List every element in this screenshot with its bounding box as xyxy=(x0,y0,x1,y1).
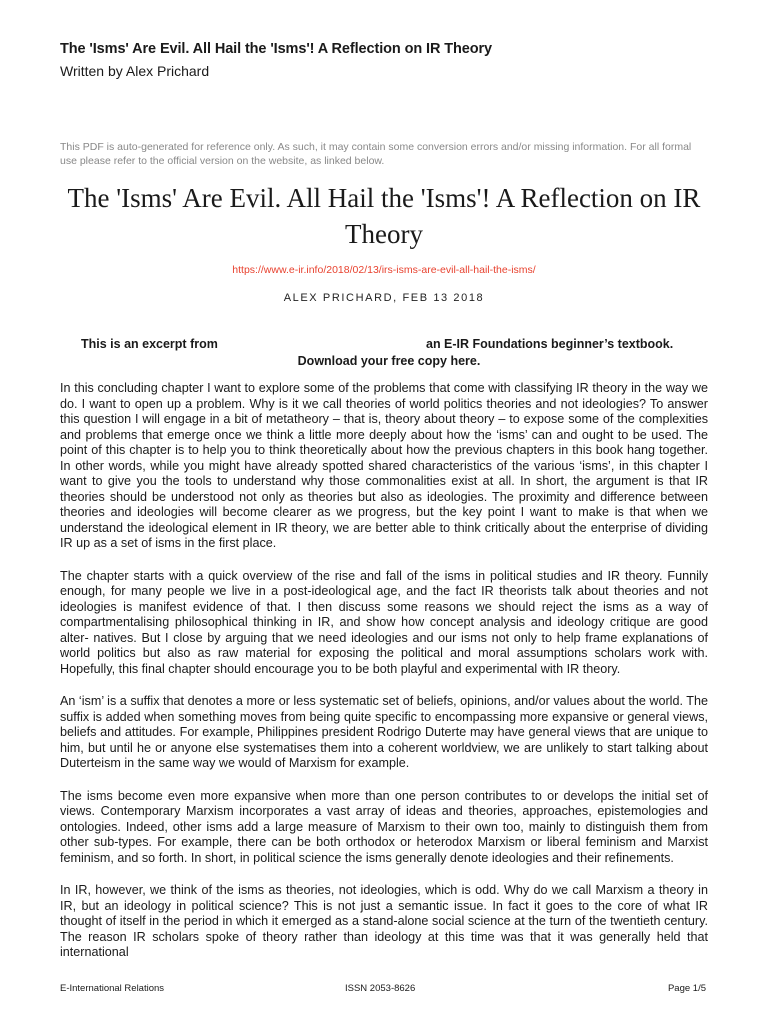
excerpt-text-a: This is an excerpt from xyxy=(81,337,218,351)
body-paragraph-4: The isms become even more expansive when more than one person contributes to or develops the initial set of views. Contemporary Marxism incorporates a vast array of ideas and theories, approaches, epistemologies and ontologies. Indeed, other isms add a large measure of Marxism to their own too, mainly to distinguish them from other sub-types. For example, there can be both orthodox or heterodox Marxism or liberal feminism and Marxist feminism, and so forth. In short, in political science the isms generally denote ideologies and their refinements. xyxy=(60,788,708,865)
article-url-link[interactable]: https://www.e-ir.info/2018/02/13/irs-isms-are-evil-all-hail-the-isms/ xyxy=(232,264,536,276)
article-body xyxy=(60,381,708,978)
body-paragraph-2: The chapter starts with a quick overview of the rise and fall of the isms in political studies and IR theory. Funnily enough, for many people we live in a post-ideological age, and the fact IR theorists talk about theories and not ideologies is manifest evidence of that. I then discuss some reasons we should reject the isms as a way of compartmentalising philosophical thinking in IR, and show how concept analysis and ideology critique are good alter- natives. But I close by arguing that we need ideologies and our isms not only to help frame explanations of world politics but also as raw material for exposing the political and moral assumptions scholars work with. Hopefully, this final chapter should encourage you to be both playful and experimental with IR theory. xyxy=(60,568,708,676)
excerpt-line-1 xyxy=(60,336,708,353)
footer-publisher: E-International Relations xyxy=(60,983,165,994)
footer-page-number: Page 1/5 xyxy=(667,983,706,994)
article-title: The 'Isms' Are Evil. All Hail the 'Isms'! A Reflection on IR Theory xyxy=(67,183,701,249)
disclaimer-text: This PDF is auto-generated for reference only. As such, it may contain some conversion errors and/or missing information. For all formal use please refer to the official version on the website, as linked below. xyxy=(60,141,692,167)
body-paragraph-3: An ‘ism’ is a suffix that denotes a more or less systematic set of beliefs, opinions, and/or values about the world. The suffix is added when something moves from being quite specific to encompassing more expansive or general views, beliefs and attitudes. For example, Philippines president Rodrigo Duterte may have general views that are unique to him, but until he or anyone else systematises them into a coherent worldview, we are unlikely to start talking about Duterteism in the same way we would of Marxism for example. xyxy=(60,694,708,770)
footer-issn: ISSN 2053-8626 xyxy=(345,983,416,994)
article-byline: ALEX PRICHARD, FEB 13 2018 xyxy=(283,292,485,304)
excerpt-notice xyxy=(60,336,708,370)
download-link[interactable]: Download your free copy here. xyxy=(297,354,481,368)
body-paragraph-1: In this concluding chapter I want to explore some of the problems that come with classifying IR theory in the way we do. I want to open up a problem. Why is it we call theories of world politics theories and not ideologies? To answer this question I will engage in a bit of metatheory – that is, theory about theory – to expose some of the complexities and problems that emerge once we think a little more deeply about how the ‘isms’ can and ought to be used. The point of this chapter is to help you to think theoretically about how the previous chapters in this book hang together. In other words, while you might have already spotted shared characteristics of the various ‘isms’, in this chapter I want to give you the tools to understand why those commonalities exist at all. In short, the argument is that IR theories should be understood not only as theories but also as ideologies. The proximity and difference between theories and ideologies will become clearer as we progress, but the key point I want to make is that when we understand the ideological element in IR theory, we are better able to think critically about the enterprise of dividing IR up as a set of isms in the first place. xyxy=(60,381,708,550)
excerpt-text-b: an E-IR Foundations beginner’s textbook. xyxy=(426,337,674,351)
header-title: The 'Isms' Are Evil. All Hail the 'Isms'! A Reflection on IR Theory xyxy=(60,41,492,57)
body-paragraph-5: In IR, however, we think of the isms as theories, not ideologies, which is odd. Why do we call Marxism a theory in IR, but an ideology in political science? This is not just a semantic issue. In fact it goes to the core of what IR thought of itself in the period in which it emerged as a stand-alone social science at the turn of the twentieth century. The reason IR scholars spoke of theory rather than ideology at this time was that it was generally held that international xyxy=(60,883,708,959)
header-author: Written by Alex Prichard xyxy=(60,63,210,79)
